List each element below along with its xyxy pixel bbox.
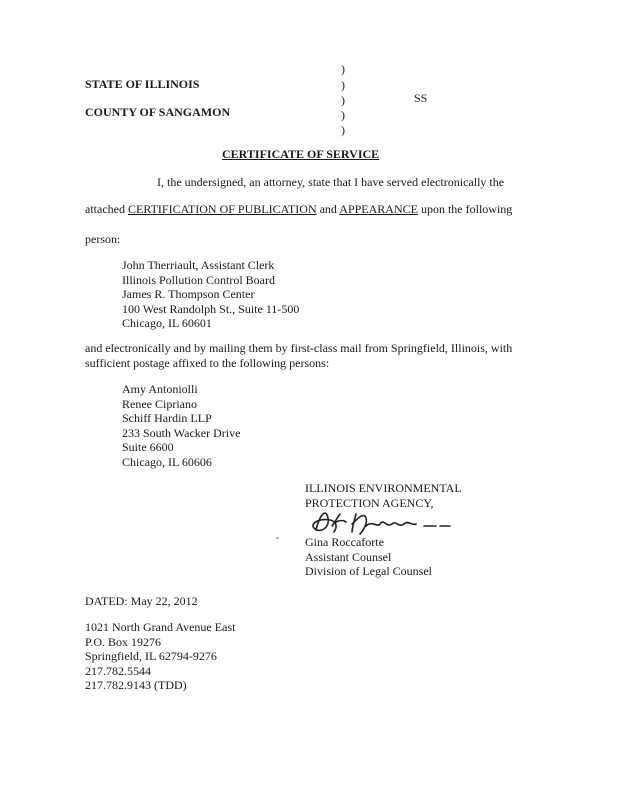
recipient-address-2 — [122, 382, 240, 470]
caption-paren: ) — [341, 78, 345, 92]
signer-block — [305, 535, 432, 579]
mailing-statement — [85, 341, 512, 370]
person-label: person: — [85, 232, 121, 246]
agency-line: PROTECTION AGENCY, — [305, 495, 434, 510]
address-line: Schiff Hardin LLP — [122, 411, 212, 426]
return-address — [85, 620, 235, 693]
signer-title: Assistant Counsel — [305, 549, 392, 564]
dated-line: DATED: May 22, 2012 — [85, 594, 198, 608]
address-line: Illinois Pollution Control Board — [122, 272, 276, 287]
address-line: P.O. Box 19276 — [85, 634, 162, 649]
address-line: 233 South Wacker Drive — [122, 425, 241, 440]
upon-text: upon the following — [417, 202, 513, 216]
address-line: Amy Antoniolli — [122, 382, 198, 396]
phone-line: 217.782.5544 — [85, 663, 151, 678]
caption-paren: ) — [341, 108, 345, 122]
mailing-statement-line: and electronically and by mailing them by first-class mail from Springfield, Illinois, with — [85, 341, 513, 355]
ss-mark: SS — [414, 91, 428, 105]
document-name-certification: CERTIFICATION OF PUBLICATION — [127, 202, 317, 216]
signer-name: Gina Roccaforte — [305, 535, 384, 549]
address-line: Chicago, IL 60601 — [122, 316, 212, 331]
document-title: CERTIFICATE OF SERVICE — [222, 147, 380, 161]
and-text: and — [316, 202, 340, 216]
service-statement-line2 — [85, 203, 512, 215]
tdd-line: 217.782.9143 (TDD) — [85, 678, 187, 693]
address-line: Springfield, IL 62794-9276 — [85, 649, 217, 664]
agency-line: ILLINOIS ENVIRONMENTAL — [305, 481, 462, 495]
address-line: Chicago, IL 60606 — [122, 454, 212, 469]
address-line: Suite 6600 — [122, 440, 174, 455]
stray-mark: ˆ — [276, 536, 279, 546]
attached-text: attached — [85, 202, 128, 216]
caption-paren: ) — [341, 93, 345, 107]
address-line: James R. Thompson Center — [122, 287, 255, 302]
mailing-statement-line: sufficient postage affixed to the following persons: — [85, 355, 330, 370]
caption-paren: ) — [341, 123, 345, 137]
address-line: 100 West Randolph St., Suite 11-500 — [122, 301, 300, 316]
address-line: Renee Cipriano — [122, 396, 197, 411]
service-statement-line1: I, the undersigned, an attorney, state that I have served electronically the — [157, 175, 505, 189]
county-caption: COUNTY OF SANGAMON — [85, 105, 231, 119]
signer-division: Division of Legal Counsel — [305, 564, 432, 579]
caption-paren: ) — [341, 62, 345, 76]
recipient-address-1 — [122, 258, 299, 331]
state-caption: STATE OF ILLINOIS — [85, 77, 200, 91]
address-line: 1021 North Grand Avenue East — [85, 620, 236, 634]
document-name-appearance: APPEARANCE — [339, 202, 418, 216]
address-line: John Therriault, Assistant Clerk — [122, 258, 275, 272]
